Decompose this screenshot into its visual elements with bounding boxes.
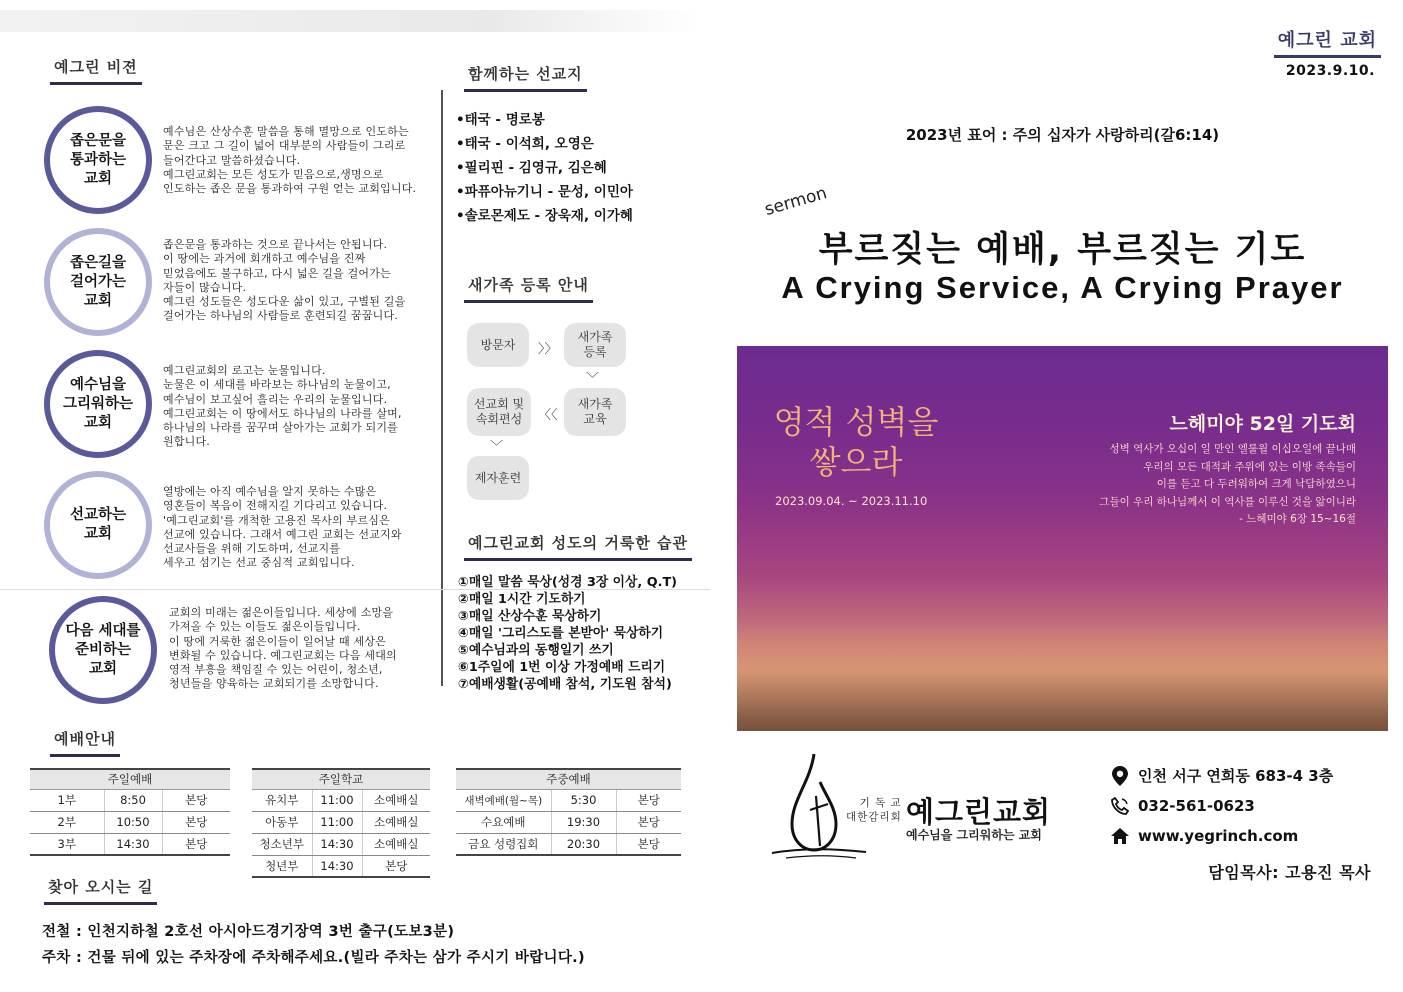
step-register: 새가족 등록 xyxy=(564,323,626,367)
habit-list xyxy=(458,574,677,693)
list-item: ①매일 말씀 묵상(성경 3장 이상, Q.T) xyxy=(458,575,678,590)
list-item: ④매일 '그리스도를 본받아' 묵상하기 xyxy=(458,626,664,641)
list-item: ②매일 1시간 기도하기 xyxy=(458,592,586,607)
logo-church-name: 예그린교회 xyxy=(906,795,1052,829)
cloud-layer xyxy=(737,621,1388,731)
subway-directions: 전철 : 인천지하철 2호선 아시아드경기장역 3번 출구(도보3분) xyxy=(42,924,455,940)
vision-title: 예그린 비젼 xyxy=(54,56,138,77)
list-item: •태국 - 이석희, 오영은 xyxy=(456,136,594,152)
banner-calligraphy: 영적 성벽을 쌓으라 xyxy=(773,403,939,481)
missionary-list xyxy=(456,108,633,228)
vision-circle-3: 예수님을 그리워하는 교회 xyxy=(44,350,152,458)
column-divider xyxy=(441,90,443,686)
arrow-down: ﹀ xyxy=(490,440,504,455)
arrow-down: ﹀ xyxy=(586,372,600,387)
table-header: 주일예배 xyxy=(30,769,230,789)
missionaries-title: 함께하는 선교지 xyxy=(468,63,583,84)
home-icon xyxy=(1110,826,1130,846)
parking-info: 주차 : 건물 뒤에 있는 주차장에 주차해주세요.(빌라 주차는 삼가 주시기 바랍니다.) xyxy=(42,950,585,966)
list-item: •필리핀 - 김영규, 김은혜 xyxy=(456,160,607,176)
sunday-worship-table xyxy=(30,768,230,856)
list-item: ⑥1주일에 1번 이상 가정예배 드리기 xyxy=(458,660,666,675)
table-header: 주중예배 xyxy=(456,769,681,789)
website-row: www.yegrinch.com xyxy=(1110,826,1298,846)
list-item: •솔로몬제도 - 장욱재, 이가혜 xyxy=(456,208,633,224)
vision-text-2: 좁은문을 통과하는 것으로 끝나서는 안됩니다. 이 땅에는 과거에 회개하고 예수님을 진짜 믿었음에도 불구하고, 다시 넓은 길을 걸어가는 자들이 많습니다. 예그린 성도들은 성도다운 삶이 있고, 구별된 길을 걸어가는 하나님의 사람들로 훈련되길 꿈꿉니다. xyxy=(163,238,406,323)
prayer-banner xyxy=(737,346,1388,731)
table-row: 청소년부 14:30 소예배실 xyxy=(252,833,430,855)
sermon-title-korean: 부르짖는 예배, 부르짖는 기도 xyxy=(818,230,1307,270)
logo-denomination: 기 독 교 대한감리회 xyxy=(846,797,902,823)
newcomer-title: 새가족 등록 안내 xyxy=(468,274,589,295)
table-row: 청년부 14:30 본당 xyxy=(252,855,430,877)
banner-heading: 느헤미야 52일 기도회 xyxy=(1169,413,1356,435)
table-row: 3부 14:30 본당 xyxy=(30,833,230,855)
banner-period: 2023.09.04. ~ 2023.11.10 xyxy=(775,494,928,508)
vision-text-5: 교회의 미래는 젊은이들입니다. 세상에 소망을 가져올 수 있는 이들도 젊은이들입니다. 이 땅에 거룩한 젊은이들이 일어날 때 세상은 변화될 수 있습니다. 예그린교회는 다음 세대의 영적 부흥을 책임질 수 있는 어린이, 청소년, 청년들을 양육하는 교회되기를 소망합니다. xyxy=(169,606,397,691)
banner-verse: 성벽 역사가 오십이 일 만인 엘룰월 이십오일에 끝나매 우리의 모든 대적과 주위에 있는 이방 족속들이 이를 듣고 다 두려워하여 크게 낙담하였으니 그들이 우리 하나님께서 이 역사를 이루신 것을 앎이니라 - 느헤미야 6장 15~16절 xyxy=(1099,443,1356,525)
bulletin-date: 2023.9.10. xyxy=(1285,63,1375,79)
table-row: 2부 10:50 본당 xyxy=(30,811,230,833)
vision-text-3: 예그린교회의 로고는 눈물입니다. 눈물은 이 세대를 바라보는 하나님의 눈물이고, 예수님이 보고싶어 흘리는 우리의 눈물입니다. 예그린교회는 이 땅에서도 하나님의 나라를 살며, 하나님의 나라를 꿈꾸며 살아가는 교회가 되기를 원합니다. xyxy=(163,364,402,449)
vision-text-4: 열방에는 아직 예수님을 알지 못하는 수많은 영혼들이 복음이 전해지길 기다리고 있습니다. '예그린교회'를 개척한 고용진 목사의 부르심은 선교에 있습니다. 그래서 예그린 교회는 선교지와 선교사들을 위해 기도하며, 선교지를 세우고 섬기는 선교 중심적 교회입니다. xyxy=(163,485,402,570)
table-row: 아동부 11:00 소예배실 xyxy=(252,811,430,833)
location-pin-icon xyxy=(1110,766,1130,786)
list-item: •파퓨아뉴기니 - 문성, 이민아 xyxy=(456,184,633,200)
table-row: 수요예배 19:30 본당 xyxy=(456,811,681,833)
top-bar xyxy=(0,10,700,32)
arrow-right: 〉〉 xyxy=(538,342,558,357)
habits-title: 예그린교회 성도의 거룩한 습관 xyxy=(468,532,688,553)
church-name-header: 예그린 교회 xyxy=(1278,26,1377,52)
step-discipleship: 제자훈련 xyxy=(467,456,529,500)
phone-icon xyxy=(1110,796,1130,816)
sermon-title-english: A Crying Service, A Crying Prayer xyxy=(781,270,1344,305)
logo-tagline: 예수님을 그리워하는 교회 xyxy=(906,828,1042,842)
vision-circle-4: 선교하는 교회 xyxy=(44,471,152,579)
worship-title: 예배안내 xyxy=(54,728,116,749)
list-item: ③매일 산상수훈 묵상하기 xyxy=(458,609,602,624)
step-group: 선교회 및 속회편성 xyxy=(467,388,531,436)
step-visitor: 방문자 xyxy=(467,323,529,367)
vision-circle-2: 좁은길을 걸어가는 교회 xyxy=(44,228,152,336)
directions-title: 찾아 오시는 길 xyxy=(48,876,153,897)
vision-circle-5: 다음 세대를 준비하는 교회 xyxy=(49,596,157,704)
table-row: 1부 8:50 본당 xyxy=(30,789,230,811)
table-row: 유치부 11:00 소예배실 xyxy=(252,789,430,811)
table-header: 주일학교 xyxy=(252,769,430,789)
vision-text-1: 예수님은 산상수훈 말씀을 통해 멸망으로 인도하는 문은 크고 그 길이 넓어 대부분의 사람들이 그리로 들어간다고 말씀하셨습니다. 예그린교회는 모든 성도가 믿음으로,생명으로 인도하는 좁은 문을 통과하여 구원 얻는 교회입니다. xyxy=(163,125,417,196)
sermon-tag: sermon xyxy=(762,183,830,220)
list-item: •태국 - 명로봉 xyxy=(456,112,545,128)
address-row: 인천 서구 연희동 683-4 3층 xyxy=(1110,765,1333,786)
table-row: 새벽예배(월~목) 5:30 본당 xyxy=(456,789,681,811)
weekday-worship-table xyxy=(456,768,681,856)
list-item: ⑦예배생활(공예배 참석, 기도원 참석) xyxy=(458,677,672,692)
vision-circle-1: 좁은문을 통과하는 교회 xyxy=(44,106,152,214)
list-item: ⑤예수님과의 동행일기 쓰기 xyxy=(458,643,614,658)
phone-row: 032-561-0623 xyxy=(1110,796,1255,816)
sunday-school-table xyxy=(252,768,430,878)
senior-pastor: 담임목사: 고용진 목사 xyxy=(1208,863,1371,882)
table-row: 금요 성령집회 20:30 본당 xyxy=(456,833,681,855)
year-motto: 2023년 표어 : 주의 십자가 사랑하리(갈6:14) xyxy=(905,126,1220,144)
arrow-left: 〈〈 xyxy=(538,408,558,423)
step-education: 새가족 교육 xyxy=(564,388,626,436)
